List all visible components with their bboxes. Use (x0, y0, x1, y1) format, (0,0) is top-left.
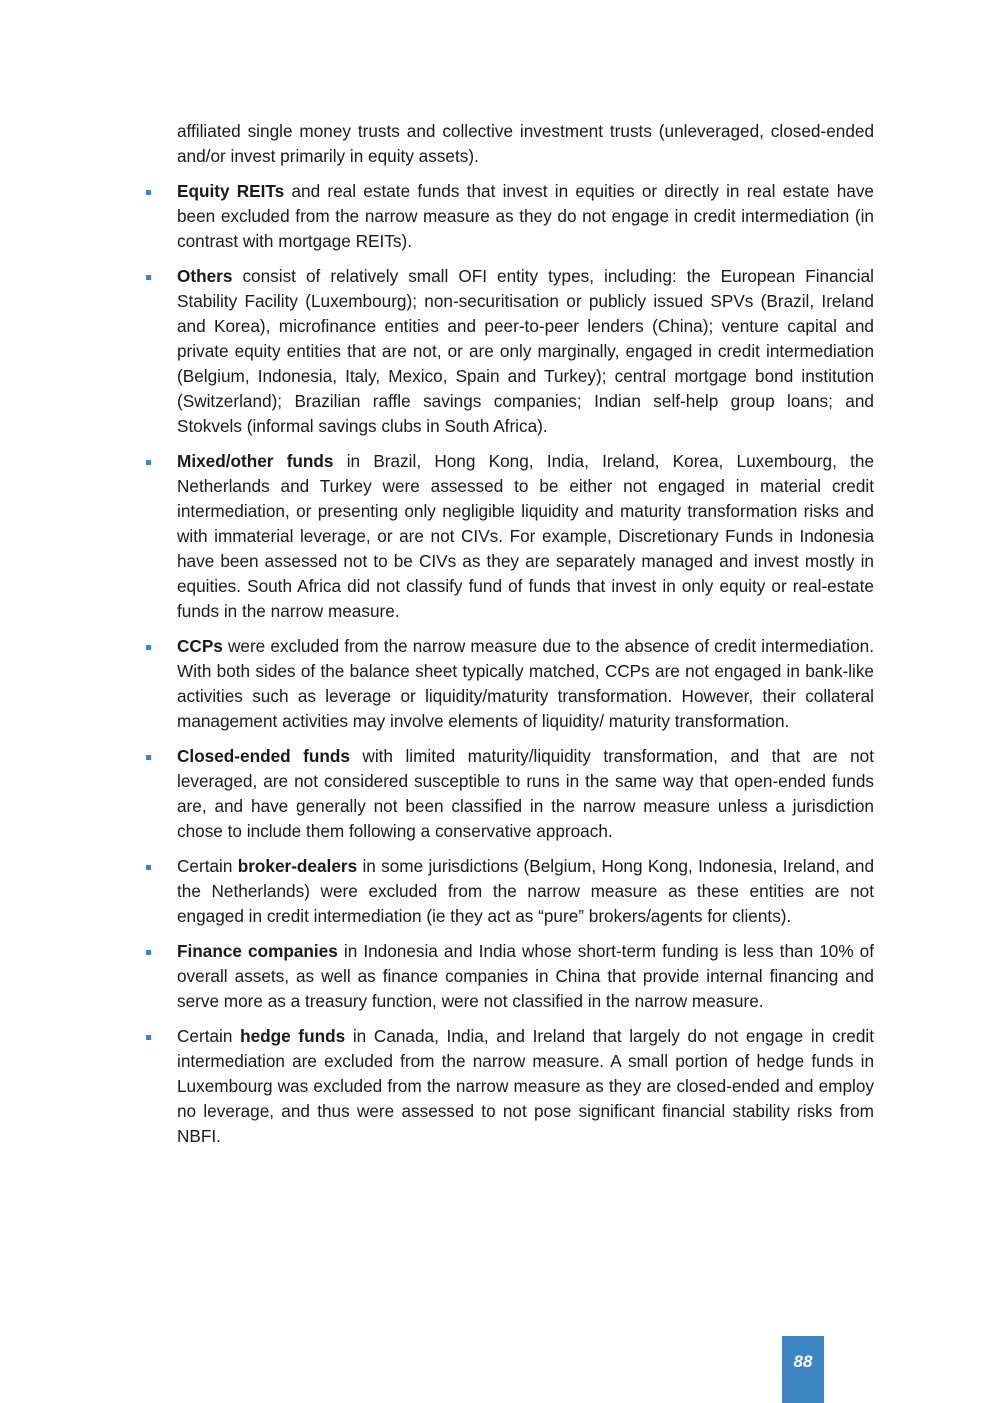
item-text: in Indonesia and India whose short-term funding is less than 10% of overall assets, as well as finance companies in China that provide internal financing and serve more as a treasury function, were not classified in the narrow measure. (177, 941, 874, 1011)
page-number: 88 (793, 1352, 813, 1371)
bullet-square-icon (146, 950, 151, 955)
item-term: CCPs (177, 636, 223, 656)
item-term: Equity REITs (177, 181, 285, 201)
item-text: in Canada, India, and Ireland that largely do not engage in credit intermediation are excluded from the narrow measure. A small portion of hedge funds in Luxembourg was excluded from the narrow measure as they are closed-ended and employ no leverage, and thus were assessed to not pose significant financial stability risks from NBFI. (177, 1026, 874, 1146)
bullet-square-icon (146, 755, 151, 760)
item-term: Others (177, 266, 233, 286)
bullet-square-icon (146, 865, 151, 870)
bullet-square-icon (146, 645, 151, 650)
list-item (177, 264, 874, 439)
list-item (177, 854, 874, 929)
exclusions-list (177, 179, 874, 1149)
item-prefix: Certain (177, 1026, 241, 1046)
item-text: were excluded from the narrow measure due to the absence of credit intermediation. With both sides of the balance sheet typically matched, CCPs are not engaged in bank-like activities such as leverage or liquidity/maturity transformation. However, their collateral management activities may involve elements of liquidity/ maturity transformation. (177, 636, 874, 731)
list-item (177, 634, 874, 734)
list-item (177, 1024, 874, 1149)
item-term: Finance companies (177, 941, 338, 961)
list-item (177, 744, 874, 844)
intro-paragraph: affiliated single money trusts and collective investment trusts (unleveraged, closed-ended and/or invest primarily in equity assets). (177, 121, 874, 166)
bullet-square-icon (146, 275, 151, 280)
item-text: in some jurisdictions (Belgium, Hong Kong, Indonesia, Ireland, and the Netherlands) were excluded from the narrow measure as these entities are not engaged in credit intermediation (ie they act as “pure” brokers/agents for clients). (177, 856, 874, 926)
list-item (177, 449, 874, 624)
item-term: Mixed/other funds (177, 451, 334, 471)
item-text: and real estate funds that invest in equities or directly in real estate have been excluded from the narrow measure as they do not engage in credit intermediation (in contrast with mortgage REITs). (177, 181, 874, 251)
page-number-tab (782, 1336, 824, 1403)
item-term: broker-dealers (237, 856, 358, 876)
item-text: consist of relatively small OFI entity types, including: the European Financial Stability Facility (Luxembourg); non-securitisation or publicly issued SPVs (Brazil, Ireland and Korea), microfinance entities and peer-to-peer lenders (China); venture capital and private equity entities that are not, or are only marginally, engaged in credit intermediation (Belgium, Indonesia, Italy, Mexico, Spain and Turkey); central mortgage bond institution (Switzerland); Brazilian raffle savings companies; Indian self-help group loans; and Stokvels (informal savings clubs in South Africa). (177, 266, 874, 436)
list-item (177, 179, 874, 254)
page-body (177, 119, 874, 1159)
list-item (177, 939, 874, 1014)
bullet-square-icon (146, 1035, 151, 1040)
item-text: in Brazil, Hong Kong, India, Ireland, Korea, Luxembourg, the Netherlands and Turkey were assessed to be either not engaged in material credit intermediation, or presenting only negligible liquidity and maturity transformation risks and with immaterial leverage, or are not CIVs. For example, Discretionary Funds in Indonesia have been assessed not to be CIVs as they are separately managed and invest mostly in equities. South Africa did not classify fund of funds that invest in only equity or real-estate funds in the narrow measure. (177, 451, 875, 621)
item-prefix: Certain (177, 856, 238, 876)
bullet-square-icon (146, 190, 151, 195)
bullet-square-icon (146, 460, 151, 465)
item-text: with limited maturity/liquidity transformation, and that are not leveraged, are not considered susceptible to runs in the same way that open-ended funds are, and have generally not been classified in the narrow measure unless a jurisdiction chose to include them following a conservative approach. (177, 746, 875, 841)
item-term: Closed-ended funds (177, 746, 350, 766)
item-term: hedge funds (240, 1026, 346, 1046)
